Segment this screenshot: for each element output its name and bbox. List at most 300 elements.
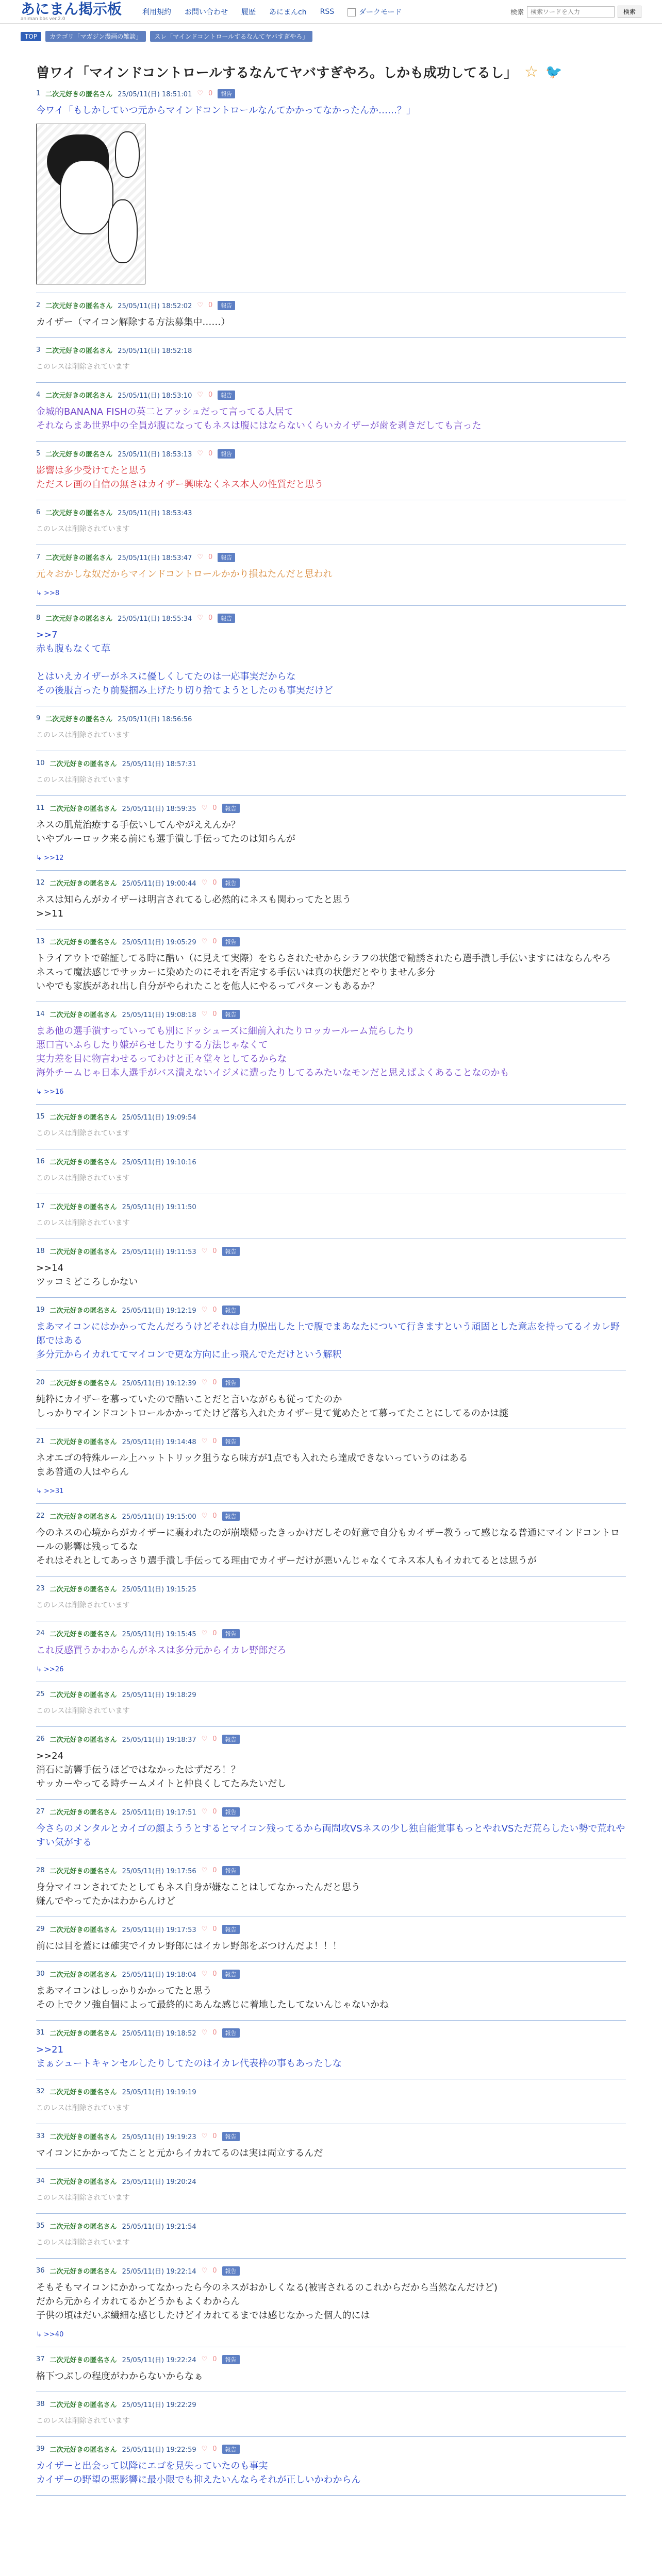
thread-content — [0, 62, 662, 2496]
post-number[interactable]: 30 — [36, 1970, 45, 1978]
heart-icon[interactable]: ♡ — [201, 1247, 208, 1255]
star-icon[interactable]: ☆ — [524, 62, 539, 81]
post-author: 二次元好きの匿名さん — [49, 1438, 117, 1446]
heart-icon[interactable]: ♡ — [201, 2029, 208, 2037]
report-button[interactable]: 報告 — [222, 1807, 240, 1817]
reply-link[interactable] — [36, 1666, 626, 1673]
report-button[interactable]: 報告 — [222, 1247, 240, 1256]
post-author: 二次元好きの匿名さん — [45, 510, 113, 517]
post-author: 二次元好きの匿名さん — [49, 1204, 117, 1211]
post-item — [36, 545, 626, 606]
post-body: このレスは削除されています — [36, 776, 130, 784]
post-body: まあマイコンはしっかりかかってたと思う その上でクソ強自個によって最終的にあんな感じに着地したしてないんじゃないかね — [36, 1986, 389, 2010]
post-meta — [36, 714, 626, 723]
post-author: 二次元好きの匿名さん — [49, 1926, 117, 1934]
report-button[interactable]: 報告 — [222, 1970, 240, 1979]
post-number[interactable]: 29 — [36, 1925, 45, 1933]
reply-arrow-icon: ↳ — [36, 2331, 44, 2338]
post-item — [36, 338, 626, 383]
post-item — [36, 2437, 626, 2496]
search-input[interactable] — [527, 6, 615, 18]
search-label: 検索 — [510, 9, 524, 16]
post-meta — [36, 300, 626, 310]
post-item — [36, 1800, 626, 1858]
breadcrumb-category[interactable]: カテゴリ「マガジン漫画の雑談」 — [45, 31, 146, 42]
post-meta — [36, 803, 626, 813]
post-body: このレスは削除されています — [36, 2194, 130, 2202]
post-item — [36, 1917, 626, 1962]
post-meta — [36, 2087, 626, 2096]
heart-icon[interactable]: ♡ — [201, 1925, 208, 1933]
post-body: カイザー（マイコン解除する方法募集中……） — [36, 317, 230, 328]
report-button[interactable]: 報告 — [222, 878, 240, 888]
heart-icon[interactable]: ♡ — [201, 879, 208, 887]
post-author: 二次元好きの匿名さん — [49, 1586, 117, 1594]
post-author: 二次元好きの匿名さん — [45, 302, 113, 310]
dark-mode-label: ダークモード — [359, 8, 402, 16]
post-item — [36, 1504, 626, 1577]
post-meta — [36, 2221, 626, 2231]
post-number[interactable]: 10 — [36, 759, 45, 767]
post-number[interactable]: 16 — [36, 1158, 45, 1165]
like-count: 0 — [212, 1630, 217, 1637]
post-date: 25/05/11(日) 18:53:10 — [118, 392, 192, 400]
report-button[interactable]: 報告 — [222, 2028, 240, 2038]
image-face-shape — [60, 160, 113, 234]
post-body: 今のネスの心境からがカイザーに裏われたのが崩壊帰ったきっかけだしその好意で自分もカイザー教うって感じなる普通にマインドコントロールの影響は残ってるな それはそれとしてあっさり選手潰し手伝ってる理由でカイザーだけが悪いんじゃなくてネス本人もイカれてるとは思うが — [36, 1528, 620, 1566]
report-button[interactable]: 報告 — [222, 2355, 240, 2364]
post-number[interactable]: 33 — [36, 2132, 45, 2140]
image-speech-bubble — [108, 199, 138, 263]
post-meta — [36, 1246, 626, 1256]
heart-icon[interactable]: ♡ — [201, 2132, 208, 2140]
report-button[interactable]: 報告 — [222, 1866, 240, 1875]
search-area — [510, 6, 641, 18]
reply-arrow-icon: ↳ — [36, 1487, 44, 1495]
nav-animanch[interactable]: あにまんch — [269, 8, 307, 16]
post-date: 25/05/11(日) 19:22:24 — [122, 2357, 196, 2364]
post-number[interactable]: 12 — [36, 879, 45, 887]
post-date: 25/05/11(日) 18:53:43 — [118, 510, 192, 517]
post-number[interactable]: 17 — [36, 1202, 45, 1210]
breadcrumb-top[interactable]: TOP — [21, 32, 41, 41]
post-date: 25/05/11(日) 18:52:02 — [118, 302, 192, 310]
post-number[interactable]: 9 — [36, 715, 41, 722]
post-meta — [36, 1866, 626, 1875]
post-body: ネスは知らんがカイザーは明言されてるし必然的にネスも関わってたと思う >>11 — [36, 894, 352, 919]
post-body: このレスは削除されています — [36, 2417, 130, 2425]
post-body: >>24 消石に訪響手伝うほどではなかったはずだろ！？ サッカーやってる時チームメイトと仲良くしてたみたいだし — [36, 1751, 287, 1789]
post-date: 25/05/11(日) 18:52:18 — [118, 347, 192, 355]
post-author: 二次元好きの匿名さん — [49, 2223, 117, 2231]
heart-icon[interactable]: ♡ — [201, 1379, 208, 1386]
heart-icon[interactable]: ♡ — [197, 90, 204, 97]
post-number[interactable]: 3 — [36, 346, 41, 354]
post-number[interactable]: 36 — [36, 2267, 45, 2275]
breadcrumb — [0, 24, 662, 42]
post-date: 25/05/11(日) 19:10:16 — [122, 1159, 196, 1166]
heart-icon[interactable]: ♡ — [201, 938, 208, 945]
heart-icon[interactable]: ♡ — [201, 1306, 208, 1314]
report-button[interactable]: 報告 — [218, 614, 235, 623]
post-author: 二次元好きの匿名さん — [49, 2030, 117, 2038]
post-item — [36, 1194, 626, 1239]
heart-icon[interactable]: ♡ — [201, 804, 208, 812]
report-button[interactable]: 報告 — [222, 2445, 240, 2454]
post-item — [36, 2347, 626, 2392]
heart-icon[interactable]: ♡ — [201, 1970, 208, 1978]
logo-subtext: animan bbs ver.2.0 — [21, 16, 65, 22]
nav-contact[interactable]: お問い合わせ — [185, 8, 228, 16]
reply-link[interactable] — [36, 589, 626, 597]
heart-icon[interactable]: ♡ — [201, 1010, 208, 1018]
post-number[interactable]: 28 — [36, 1867, 45, 1874]
post-meta — [36, 1689, 626, 1699]
post-date: 25/05/11(日) 19:17:51 — [122, 1809, 196, 1817]
report-button[interactable]: 報告 — [222, 937, 240, 946]
post-author: 二次元好きの匿名さん — [45, 392, 113, 400]
post-number[interactable]: 27 — [36, 1808, 45, 1816]
post-list — [36, 81, 626, 2496]
twitter-icon[interactable]: 🐦 — [545, 64, 562, 80]
post-date: 25/05/11(日) 19:18:52 — [122, 2030, 196, 2038]
post-image[interactable] — [36, 124, 145, 284]
report-button[interactable]: 報告 — [222, 1437, 240, 1446]
post-item — [36, 2392, 626, 2437]
reply-link[interactable] — [36, 854, 626, 862]
post-body: 純粋にカイザーを慕っていたので酷いことだと言いながらも従ってたのか しっかりマインドコントロールかかってたけど落ち入れたカイザー見て覚めたとて慕ってたことにしてるのかは謎 — [36, 1394, 509, 1419]
post-number[interactable]: 14 — [36, 1010, 45, 1018]
post-meta — [36, 2131, 626, 2141]
post-item — [36, 1002, 626, 1105]
post-date: 25/05/11(日) 19:18:37 — [122, 1736, 196, 1744]
report-button[interactable]: 報告 — [222, 1306, 240, 1315]
post-number[interactable]: 11 — [36, 804, 45, 812]
like-count: 0 — [212, 2445, 217, 2453]
post-date: 25/05/11(日) 18:57:31 — [122, 760, 196, 768]
post-item — [36, 2259, 626, 2347]
report-button[interactable]: 報告 — [218, 391, 235, 400]
post-item — [36, 1239, 626, 1298]
reply-arrow-icon: ↳ — [36, 1666, 44, 1673]
reply-link[interactable] — [36, 2331, 626, 2338]
checkbox-icon[interactable] — [347, 8, 356, 16]
post-meta — [36, 1924, 626, 1934]
like-count: 0 — [208, 450, 213, 457]
post-number[interactable]: 37 — [36, 2355, 45, 2363]
post-author: 二次元好きの匿名さん — [49, 1513, 117, 1521]
post-number[interactable]: 6 — [36, 509, 41, 516]
post-meta — [36, 1629, 626, 1638]
post-body: そもそもマイコンにかかってなかったら今のネスがおかしくなる(被害されるのこれからだから当然なんだけど) だから元からイカれてるかどうかもよくわからん 子供の頃はだいぶ繊細な感じしたけどイカれてるまでは感じなかった個人的には — [36, 2282, 498, 2321]
image-speech-bubble — [115, 131, 140, 178]
post-body: このレスは削除されています — [36, 2239, 130, 2247]
post-number[interactable]: 5 — [36, 450, 41, 457]
post-date: 25/05/11(日) 18:53:47 — [118, 554, 192, 562]
thread-title: 曽ワイ「マインドコントロールするなんてヤバすぎやろ。しかも成功してるし」 — [36, 65, 518, 81]
post-body: 金城的BANANA FISHの英二とアッシュだって言ってる人居て それならまあ世界中の全員が腹になってもネスは腹にはならないくらいカイザーが歯を剥きだしても言った — [36, 406, 482, 431]
post-number[interactable]: 2 — [36, 301, 41, 309]
post-item — [36, 500, 626, 545]
search-button[interactable]: 検索 — [618, 6, 641, 18]
post-date: 25/05/11(日) 18:56:56 — [118, 716, 192, 723]
post-meta — [36, 1305, 626, 1315]
heart-icon[interactable]: ♡ — [197, 450, 204, 457]
post-meta — [36, 1436, 626, 1446]
reply-link[interactable] — [36, 1487, 626, 1495]
post-body: ネスの肌荒治療する手伝いしてんやがええんか？ いやブルーロック来る前にも選手潰し手伝ってたのは知らんが — [36, 820, 295, 844]
post-number[interactable]: 39 — [36, 2445, 45, 2453]
post-body: 格下つぶしの程度がわからないからなぁ — [36, 2371, 203, 2382]
post-author: 二次元好きの匿名さん — [49, 1380, 117, 1387]
post-date: 25/05/11(日) 19:12:39 — [122, 1380, 196, 1387]
post-body: マイコンにかかってたことと元からイカれてるのは実は両立するんだ — [36, 2148, 323, 2159]
post-meta — [36, 390, 626, 400]
heart-icon[interactable]: ♡ — [201, 2355, 208, 2363]
like-count: 0 — [212, 1867, 217, 1874]
post-item — [36, 1682, 626, 1727]
post-date: 25/05/11(日) 19:17:53 — [122, 1926, 196, 1934]
post-meta — [36, 345, 626, 355]
post-item — [36, 1149, 626, 1194]
post-number[interactable]: 4 — [36, 391, 41, 399]
post-author: 二次元好きの匿名さん — [49, 1159, 117, 1166]
post-number[interactable]: 38 — [36, 2400, 45, 2408]
post-date: 25/05/11(日) 19:18:04 — [122, 1971, 196, 1979]
post-item — [36, 81, 626, 293]
heart-icon[interactable]: ♡ — [201, 1735, 208, 1743]
nav-rss[interactable]: RSS — [320, 7, 335, 16]
post-body: このレスは削除されています — [36, 1219, 130, 1227]
post-author: 二次元好きの匿名さん — [49, 939, 117, 946]
post-author: 二次元好きの匿名さん — [49, 1868, 117, 1875]
post-author: 二次元好きの匿名さん — [45, 716, 113, 723]
post-date: 25/05/11(日) 19:20:24 — [122, 2178, 196, 2186]
post-item — [36, 2214, 626, 2259]
heart-icon[interactable]: ♡ — [197, 553, 204, 561]
like-count: 0 — [212, 1512, 217, 1520]
post-item — [36, 2021, 626, 2079]
like-count: 0 — [208, 391, 213, 399]
like-count: 0 — [212, 2132, 217, 2140]
post-meta — [36, 2266, 626, 2276]
post-number[interactable]: 25 — [36, 1690, 45, 1698]
post-body: カイザーと出会って以降にエゴを見失っていたのも事実 カイザーの野望の悪影響に最小限でも抑えたいんならそれが正しいかわからん — [36, 2461, 361, 2485]
post-meta — [36, 507, 626, 517]
post-number[interactable]: 35 — [36, 2222, 45, 2230]
post-body: 元々おかしな奴だからマインドコントロールかかり損ねたんだと思われ — [36, 569, 333, 580]
post-number[interactable]: 34 — [36, 2177, 45, 2185]
post-body: このレスは削除されています — [36, 2104, 130, 2112]
post-meta — [36, 1584, 626, 1594]
post-body: >>7 赤も腹もなくて草 とはいえカイザーがネスに優しくしてたのは一応事実だからな その後服言ったり前髪掴み上げたり切り捨てようとしたのも事実だけど — [36, 630, 333, 696]
post-author: 二次元好きの匿名さん — [49, 2268, 117, 2276]
heart-icon[interactable]: ♡ — [197, 301, 204, 309]
post-body: このレスは削除されています — [36, 1601, 130, 1609]
post-author: 二次元好きの匿名さん — [49, 2133, 117, 2141]
heart-icon[interactable]: ♡ — [201, 1437, 208, 1445]
post-body: このレスは削除されています — [36, 525, 130, 533]
post-body: このレスは削除されています — [36, 1707, 130, 1715]
post-author: 二次元好きの匿名さん — [49, 1114, 117, 1122]
report-button[interactable]: 報告 — [218, 449, 235, 459]
post-author: 二次元好きの匿名さん — [49, 805, 117, 813]
post-item — [36, 706, 626, 751]
post-item — [36, 1370, 626, 1429]
post-body: このレスは削除されています — [36, 363, 130, 371]
post-date: 25/05/11(日) 19:11:53 — [122, 1248, 196, 1256]
post-date: 25/05/11(日) 18:55:34 — [118, 615, 192, 623]
post-item — [36, 1858, 626, 1917]
post-date: 25/05/11(日) 19:00:44 — [122, 880, 196, 888]
post-item — [36, 293, 626, 338]
like-count: 0 — [212, 2029, 217, 2037]
post-meta — [36, 2444, 626, 2454]
post-date: 25/05/11(日) 19:19:23 — [122, 2133, 196, 2141]
reply-link-text[interactable]: >>16 — [44, 1088, 64, 1096]
post-body: 今ワイ「もしかしていつ元からマインドコントロールなんてかかってなかったんか……？」 — [36, 105, 416, 116]
like-count: 0 — [212, 1306, 217, 1314]
post-meta — [36, 758, 626, 768]
post-meta — [36, 1511, 626, 1521]
post-date: 25/05/11(日) 19:05:29 — [122, 939, 196, 946]
post-item — [36, 929, 626, 1002]
like-count: 0 — [212, 2267, 217, 2275]
post-date: 25/05/11(日) 19:14:48 — [122, 1438, 196, 1446]
post-number[interactable]: 8 — [36, 614, 41, 622]
reply-link-text[interactable]: >>26 — [44, 1666, 64, 1673]
dark-mode-toggle[interactable] — [347, 7, 402, 17]
post-date: 25/05/11(日) 19:22:29 — [122, 2401, 196, 2409]
post-item — [36, 1577, 626, 1621]
post-meta — [36, 1969, 626, 1979]
post-meta — [36, 1009, 626, 1019]
breadcrumb-thread[interactable]: スレ「マインドコントロールするなんてヤバすぎやろ」 — [150, 31, 312, 42]
nav-terms[interactable]: 利用規約 — [142, 8, 172, 16]
post-item — [36, 1621, 626, 1682]
heart-icon[interactable]: ♡ — [201, 1867, 208, 1874]
post-number[interactable]: 23 — [36, 1585, 45, 1592]
post-meta — [36, 2354, 626, 2364]
heart-icon[interactable]: ♡ — [201, 1512, 208, 1520]
post-number[interactable]: 21 — [36, 1437, 45, 1445]
report-button[interactable]: 報告 — [222, 1735, 240, 1744]
post-number[interactable]: 19 — [36, 1306, 45, 1314]
reply-arrow-icon: ↳ — [36, 589, 44, 597]
heart-icon[interactable]: ♡ — [201, 2445, 208, 2453]
post-item — [36, 1298, 626, 1370]
post-body: ネオエゴの特殊ルール上ハットトリック狙うなら味方が1点でも入れたら達成できないっていうのはある まあ普通の人はやらん — [36, 1453, 468, 1478]
post-number[interactable]: 7 — [36, 553, 41, 561]
report-button[interactable]: 報告 — [218, 553, 235, 562]
heart-icon[interactable]: ♡ — [201, 1808, 208, 1816]
reply-arrow-icon: ↳ — [36, 854, 44, 862]
reply-link[interactable] — [36, 1088, 626, 1096]
post-number[interactable]: 13 — [36, 938, 45, 945]
report-button[interactable]: 報告 — [222, 2132, 240, 2141]
post-date: 25/05/11(日) 19:17:56 — [122, 1868, 196, 1875]
post-body: >>14 ツッコミどころしかない — [36, 1263, 138, 1287]
report-button[interactable]: 報告 — [222, 1378, 240, 1387]
reply-link-text[interactable]: >>8 — [44, 589, 60, 597]
logo-text[interactable]: あにまん掲示板 — [21, 0, 122, 18]
report-button[interactable]: 報告 — [218, 301, 235, 310]
like-count: 0 — [212, 1010, 217, 1018]
post-number[interactable]: 15 — [36, 1113, 45, 1121]
heart-icon[interactable]: ♡ — [197, 391, 204, 399]
report-button[interactable]: 報告 — [222, 2266, 240, 2276]
like-count: 0 — [212, 1379, 217, 1386]
post-item — [36, 1727, 626, 1800]
like-count: 0 — [212, 2355, 217, 2363]
post-number[interactable]: 1 — [36, 90, 41, 97]
post-number[interactable]: 22 — [36, 1512, 45, 1520]
post-item — [36, 1105, 626, 1149]
report-button[interactable]: 報告 — [222, 1629, 240, 1638]
report-button[interactable]: 報告 — [222, 1010, 240, 1019]
heart-icon[interactable]: ♡ — [197, 614, 204, 622]
like-count: 0 — [212, 938, 217, 945]
post-date: 25/05/11(日) 19:15:00 — [122, 1513, 196, 1521]
reply-arrow-icon: ↳ — [36, 1088, 44, 1096]
heart-icon[interactable]: ♡ — [201, 2267, 208, 2275]
top-navbar — [0, 0, 662, 24]
post-number[interactable]: 26 — [36, 1735, 45, 1743]
post-author: 二次元好きの匿名さん — [45, 91, 113, 98]
site-logo[interactable] — [21, 2, 122, 22]
like-count: 0 — [212, 804, 217, 812]
post-number[interactable]: 18 — [36, 1247, 45, 1255]
nav-history[interactable]: 履歴 — [241, 8, 256, 16]
report-button[interactable]: 報告 — [222, 804, 240, 813]
report-button[interactable]: 報告 — [218, 89, 235, 98]
post-author: 二次元好きの匿名さん — [49, 2446, 117, 2454]
post-meta — [36, 613, 626, 623]
post-date: 25/05/11(日) 19:12:19 — [122, 1307, 196, 1315]
post-number[interactable]: 32 — [36, 2088, 45, 2095]
post-body: まあ他の選手潰すっていっても別にドッシューズに細前入れたりロッカールーム荒らしたり 悪口言いふらしたり嫌がらせしたりする方法じゃなくて 実力差を目に物言わせるってわけと正々堂々としてるからな 海外チームじゃ日本人選手がバス潰えないイジメに遭ったりしてるみたいなモンだと思えばよくあることなのかも — [36, 1026, 509, 1078]
post-author: 二次元好きの匿名さん — [45, 615, 113, 623]
report-button[interactable]: 報告 — [222, 1925, 240, 1934]
reply-link-text[interactable]: >>40 — [44, 2331, 64, 2338]
post-number[interactable]: 31 — [36, 2029, 45, 2037]
post-item — [36, 1429, 626, 1504]
reply-link-text[interactable]: >>31 — [44, 1487, 64, 1495]
post-body: このレスは削除されています — [36, 1129, 130, 1138]
post-body: 前には目を蓋には確実でイカレ野郎にはイカレ野郎をぶつけんだよ！！！ — [36, 1941, 342, 1952]
post-number[interactable]: 20 — [36, 1379, 45, 1386]
like-count: 0 — [212, 1247, 217, 1255]
reply-link-text[interactable]: >>12 — [44, 854, 64, 862]
like-count: 0 — [208, 553, 213, 561]
post-date: 25/05/11(日) 18:51:01 — [118, 91, 192, 98]
post-date: 25/05/11(日) 19:15:25 — [122, 1586, 196, 1594]
report-button[interactable]: 報告 — [222, 1512, 240, 1521]
post-number[interactable]: 24 — [36, 1630, 45, 1637]
post-meta — [36, 1157, 626, 1166]
post-meta — [36, 1378, 626, 1387]
heart-icon[interactable]: ♡ — [201, 1630, 208, 1637]
like-count: 0 — [208, 614, 213, 622]
like-count: 0 — [212, 1925, 217, 1933]
post-meta — [36, 1807, 626, 1817]
post-date: 25/05/11(日) 19:09:54 — [122, 1114, 196, 1122]
post-meta — [36, 449, 626, 459]
post-author: 二次元好きの匿名さん — [49, 2089, 117, 2096]
like-count: 0 — [212, 1970, 217, 1978]
post-body: これ反感買うかわからんがネスは多分元からイカレ野郎だろ — [36, 1645, 287, 1656]
post-body: このレスは削除されています — [36, 731, 130, 739]
